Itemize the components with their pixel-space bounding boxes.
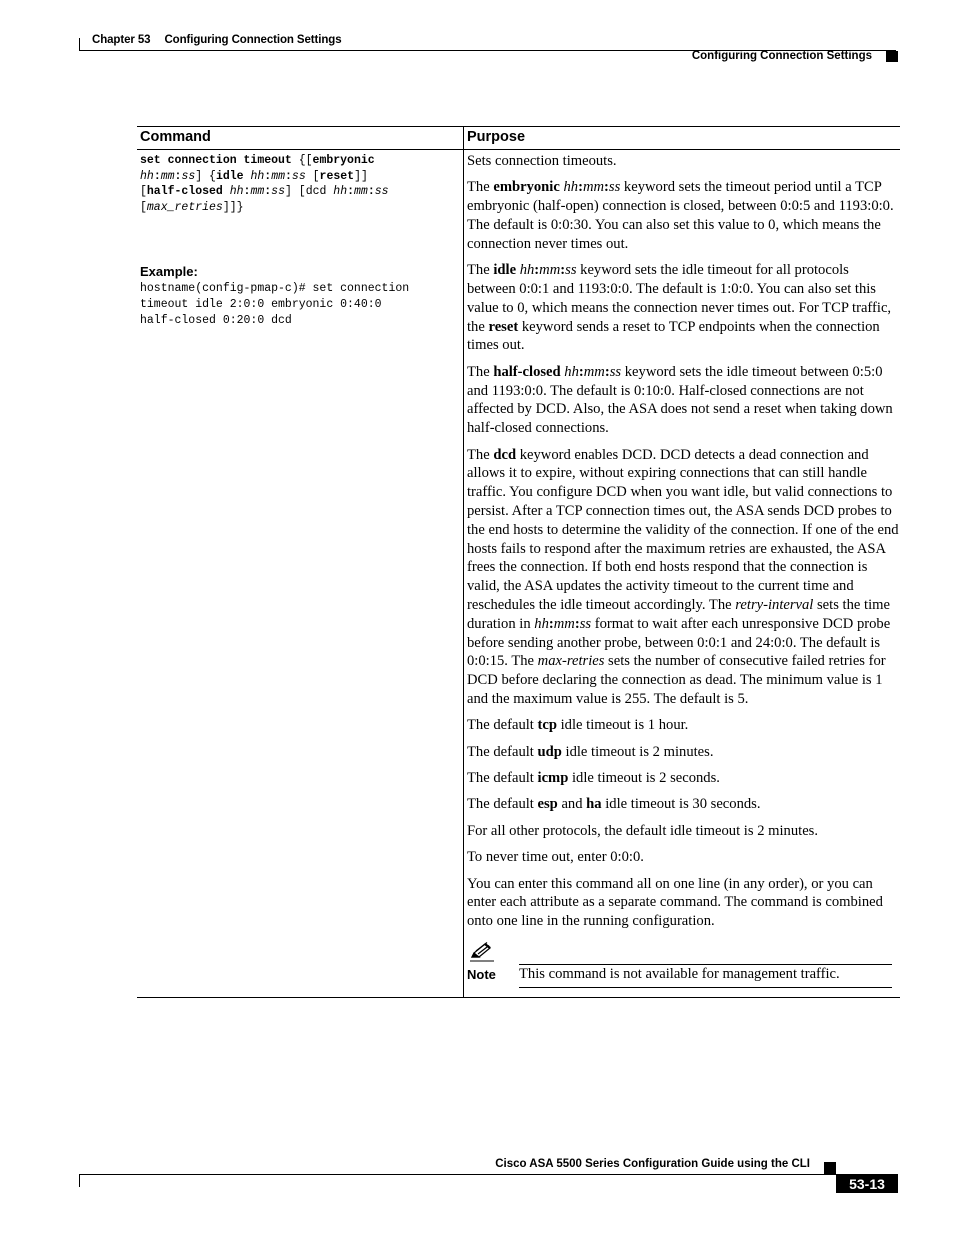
dcd-paragraph: The dcd keyword enables DCD. DCD detects a dead connection and allows it to expire, without expiring connections that can still handle traffic. You configure DCD when you want idle, but valid connections to persist. After a TCP connection times out, the ASA sends DCD probes to the end hosts to determine the validity of the connection. If one of the end hosts fails to respond after the maximum retries are exhausted, the ASA frees the connection. If both end hosts respond that the connection is valid, the ASA updates the activity timeout to the current time and reschedules the idle timeout accordingly. The retry-interval sets the time duration in hh:mm:ss format to wait after each unresponsive DCD probe before sending another probe, between 0:0:1 and 24:0:0. The default is 0:0:15. The max-retries sets the number of consecutive failed retries for DCD before declaring the connection as dead. The minimum value is 1 and the maximum value is 255. The default is 5. [467, 446, 899, 707]
column-header-command: Command [137, 127, 464, 150]
one-line-paragraph: You can enter this command all on one line (in any order), or you can enter each attribute as a separate command. The command is combined onto one line in the running configuration. [467, 875, 883, 930]
pencil-note-icon [469, 941, 495, 963]
command-cell [137, 150, 464, 998]
note-box [467, 941, 900, 993]
footer-rule [79, 1174, 836, 1175]
command-table [137, 126, 900, 998]
note-text: This command is not available for management traffic. [519, 966, 840, 983]
column-header-purpose: Purpose [464, 127, 901, 150]
note-label: Note [467, 967, 496, 983]
note-rule-bottom [519, 987, 892, 988]
note-rule-top [519, 964, 892, 965]
idle-paragraph: The idle hh:mm:ss keyword sets the idle timeout for all protocols between 0:0:1 and 1193:0:0. The default is 1:0:0. You can also set this value to 0, which means the connection never times out. For TCP traffic, the reset keyword sends a reset to TCP endpoints when the connection times out. [467, 262, 892, 354]
tcp-default-paragraph: The default tcp idle timeout is 1 hour. [467, 717, 689, 734]
footer-book-title: Cisco ASA 5500 Series Configuration Guide using the CLI [495, 1158, 810, 1170]
icmp-default-paragraph: The default icmp idle timeout is 2 seconds. [467, 770, 720, 787]
page-number: 53-13 [836, 1174, 898, 1193]
other-protocols-paragraph: For all other protocols, the default idle timeout is 2 minutes. [467, 822, 818, 839]
command-syntax: set connection timeout {[embryonic hh:mm:ss] {idle hh:mm:ss [reset]] [half-closed hh:mm:ss] [dcd hh:mm:ss [max_retries]]} [140, 154, 389, 214]
running-header-section: Configuring Connection Settings [691, 50, 872, 62]
footer-square-marker [824, 1162, 836, 1174]
udp-default-paragraph: The default udp idle timeout is 2 minutes. [467, 743, 714, 760]
running-header-chapter [92, 34, 342, 46]
purpose-cell [464, 150, 901, 998]
example-heading: Example: [140, 264, 198, 280]
chapter-label: Chapter 53 [92, 34, 151, 46]
chapter-title: Configuring Connection Settings [164, 34, 342, 46]
esp-ha-default-paragraph: The default esp and ha idle timeout is 30 seconds. [467, 796, 761, 813]
example-code: hostname(config-pmap-c)# set connection timeout idle 2:0:0 embryonic 0:40:0 half-closed 0:20:0 dcd [140, 282, 410, 327]
purpose-summary: Sets connection timeouts. [467, 153, 617, 169]
never-timeout-paragraph: To never time out, enter 0:0:0. [467, 849, 644, 866]
header-square-marker [886, 51, 898, 62]
embryonic-paragraph: The embryonic hh:mm:ss keyword sets the timeout period until a TCP embryonic (half-open) connection is closed, between 0:0:5 and 1193:0:0. The default is 0:0:30. You can also set this value to 0, which means the connection never times out. [467, 179, 894, 252]
half-closed-paragraph: The half-closed hh:mm:ss keyword sets the idle timeout between 0:5:0 and 1193:0:0. The default is 0:10:0. Half-closed connections are not affected by DCD. Also, the ASA does not send a reset when taking down half-closed connections. [467, 363, 893, 437]
footer-rule-tick [79, 1174, 80, 1187]
